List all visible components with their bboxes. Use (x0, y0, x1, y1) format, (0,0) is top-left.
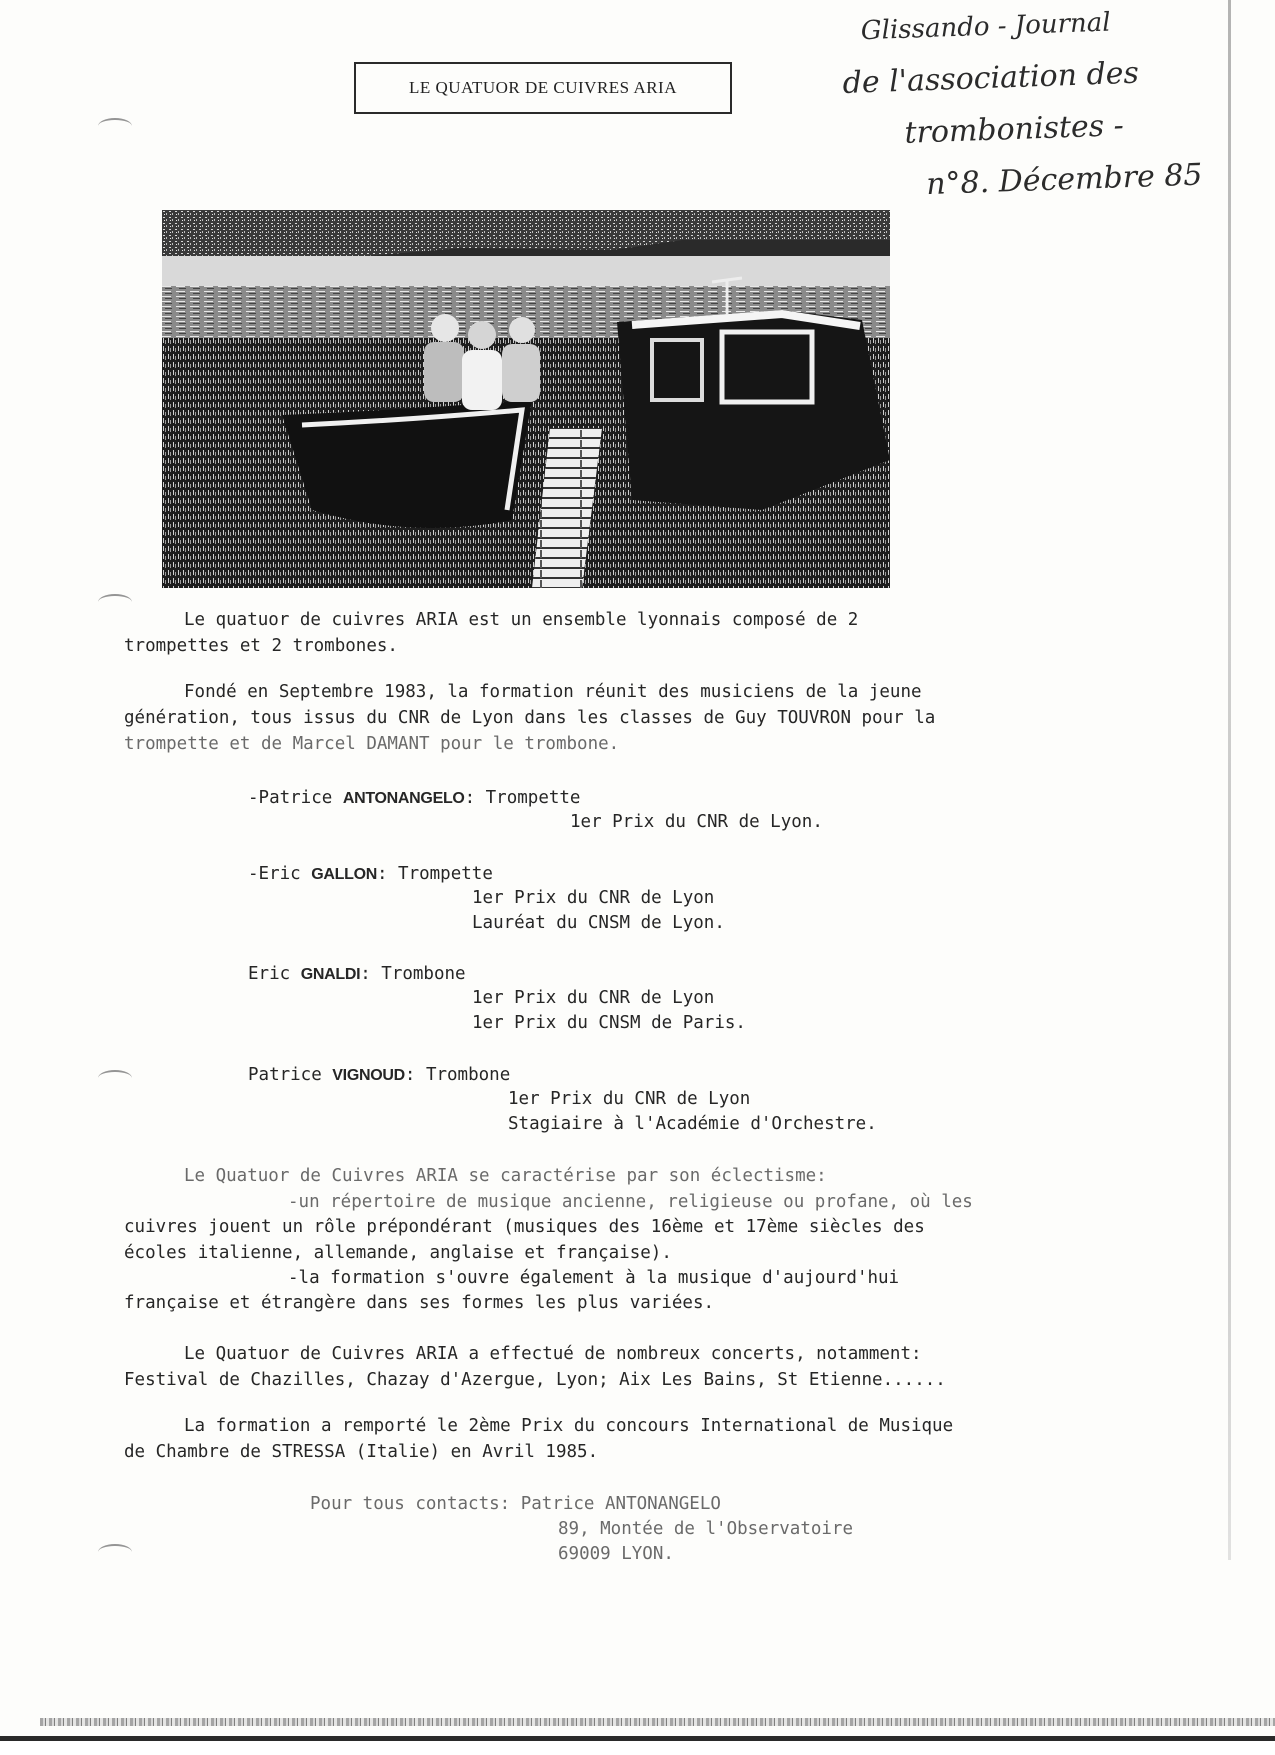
eclecticism-line: cuivres jouent un rôle prépondérant (musiques des 16ème et 17ème siècles des (124, 1217, 925, 1237)
eclecticism-line: -la formation s'ouvre également à la musique d'aujourd'hui (288, 1268, 900, 1288)
concerts-line: Le Quatuor de Cuivres ARIA a effectué de nombreux concerts, notamment: (184, 1344, 922, 1364)
title-box (354, 62, 732, 114)
award-line: La formation a remporté le 2ème Prix du concours International de Musique (184, 1416, 954, 1436)
contact-address: 89, Montée de l'Observatoire (558, 1519, 854, 1539)
handwritten-annotation (840, 0, 1204, 214)
eclecticism-line: -un répertoire de musique ancienne, religieuse ou profane, où les (288, 1192, 973, 1212)
eclecticism-line: Le Quatuor de Cuivres ARIA se caractérise par son éclectisme: (184, 1166, 827, 1186)
award-line: de Chambre de STRESSA (Italie) en Avril 1985. (124, 1442, 599, 1462)
member-detail: Stagiaire à l'Académie d'Orchestre. (508, 1114, 877, 1134)
punch-hole-mark (98, 1070, 132, 1086)
founded-line: Fondé en Septembre 1983, la formation réunit des musiciens de la jeune (184, 682, 922, 702)
founded-line: trompette et de Marcel DAMANT pour le trombone. (124, 734, 620, 754)
member-name: -Eric GALLON: Trompette (248, 864, 493, 884)
scan-noise-strip (40, 1718, 1275, 1726)
member-name: Patrice VIGNOUD: Trombone (248, 1065, 511, 1085)
punch-hole-mark (98, 1544, 132, 1560)
member-detail: 1er Prix du CNSM de Paris. (472, 1013, 746, 1033)
handwritten-line: n°8. Décembre 85 (925, 157, 1204, 203)
member-detail: 1er Prix du CNR de Lyon (472, 888, 715, 908)
punch-hole-mark (98, 118, 132, 134)
member-detail: 1er Prix du CNR de Lyon. (570, 812, 823, 832)
handwritten-line: Glissando - Journal (860, 7, 1112, 47)
scan-bottom-edge (0, 1736, 1275, 1755)
contact-label: Pour tous contacts: Patrice ANTONANGELO (310, 1494, 721, 1514)
contact-address: 69009 LYON. (558, 1544, 674, 1564)
handwritten-line: de l'association des (842, 55, 1140, 101)
intro-line: trompettes et 2 trombones. (124, 636, 398, 656)
concerts-line: Festival de Chazilles, Chazay d'Azergue, Lyon; Aix Les Bains, St Etienne...... (124, 1370, 946, 1390)
member-name: Eric GNALDI: Trombone (248, 964, 466, 984)
group-photo (162, 210, 890, 588)
document-title: LE QUATUOR DE CUIVRES ARIA (409, 78, 677, 97)
punch-hole-mark (98, 594, 132, 610)
intro-line: Le quatuor de cuivres ARIA est un ensemble lyonnais composé de 2 (184, 610, 859, 630)
founded-line: génération, tous issus du CNR de Lyon dans les classes de Guy TOUVRON pour la (124, 708, 936, 728)
member-detail: 1er Prix du CNR de Lyon (508, 1089, 751, 1109)
member-detail: Lauréat du CNSM de Lyon. (472, 913, 725, 933)
eclecticism-line: française et étrangère dans ses formes les plus variées. (124, 1293, 715, 1313)
handwritten-line: trombonistes - (903, 108, 1125, 151)
eclecticism-line: écoles italienne, allemande, anglaise et française). (124, 1243, 672, 1263)
member-name: -Patrice ANTONANGELO: Trompette (248, 788, 581, 808)
member-detail: 1er Prix du CNR de Lyon (472, 988, 715, 1008)
scan-edge-line (1228, 0, 1231, 1560)
